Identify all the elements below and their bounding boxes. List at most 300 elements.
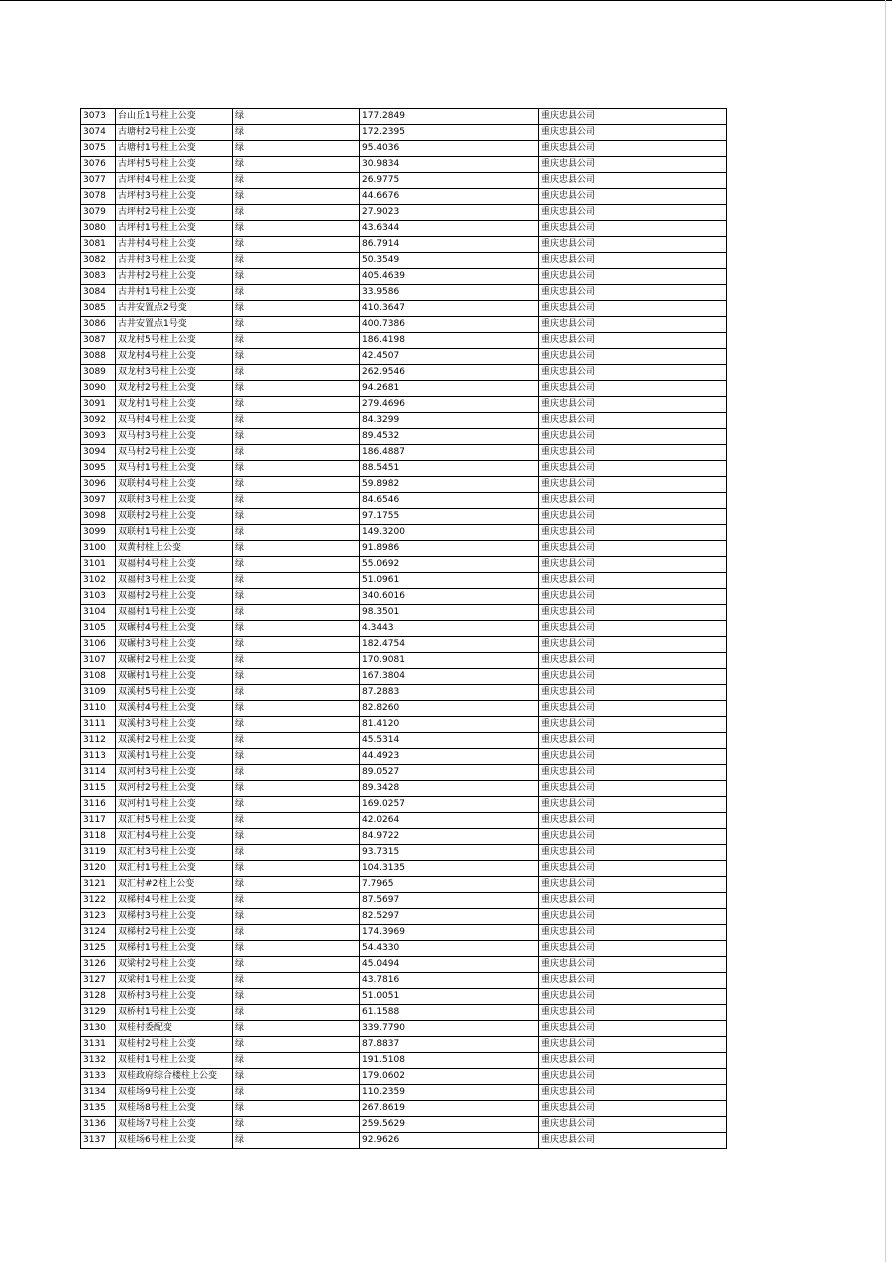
table-row — [81, 573, 727, 589]
row-number-cell: 3106 — [81, 637, 116, 653]
value-cell: 61.1588 — [360, 1005, 539, 1021]
rating-cell: 绿 — [233, 109, 360, 125]
company-cell: 重庆忠县公司 — [539, 525, 727, 541]
value-cell: 405.4639 — [360, 269, 539, 285]
value-cell: 149.3200 — [360, 525, 539, 541]
company-cell: 重庆忠县公司 — [539, 285, 727, 301]
value-cell: 259.5629 — [360, 1117, 539, 1133]
row-number-cell: 3115 — [81, 781, 116, 797]
value-cell: 7.7965 — [360, 877, 539, 893]
rating-cell: 绿 — [233, 877, 360, 893]
transformer-name-cell: 双梯村4号柱上公变 — [116, 893, 233, 909]
table-row — [81, 669, 727, 685]
rating-cell: 绿 — [233, 1085, 360, 1101]
row-number-cell: 3082 — [81, 253, 116, 269]
company-cell: 重庆忠县公司 — [539, 669, 727, 685]
transformer-name-cell: 古井村3号柱上公变 — [116, 253, 233, 269]
company-cell: 重庆忠县公司 — [539, 621, 727, 637]
rating-cell: 绿 — [233, 1037, 360, 1053]
table-row — [81, 317, 727, 333]
value-cell: 44.6676 — [360, 189, 539, 205]
rating-cell: 绿 — [233, 221, 360, 237]
table-row — [81, 1005, 727, 1021]
value-cell: 27.9023 — [360, 205, 539, 221]
row-number-cell: 3087 — [81, 333, 116, 349]
company-cell: 重庆忠县公司 — [539, 1069, 727, 1085]
value-cell: 51.0051 — [360, 989, 539, 1005]
company-cell: 重庆忠县公司 — [539, 445, 727, 461]
rating-cell: 绿 — [233, 317, 360, 333]
transformer-name-cell: 古塘村2号柱上公变 — [116, 125, 233, 141]
transformer-name-cell: 双福村2号柱上公变 — [116, 589, 233, 605]
rating-cell: 绿 — [233, 445, 360, 461]
company-cell: 重庆忠县公司 — [539, 1101, 727, 1117]
row-number-cell: 3121 — [81, 877, 116, 893]
rating-cell: 绿 — [233, 653, 360, 669]
company-cell: 重庆忠县公司 — [539, 1005, 727, 1021]
value-cell: 42.0264 — [360, 813, 539, 829]
transformer-name-cell: 古坪村2号柱上公变 — [116, 205, 233, 221]
transformer-name-cell: 双溪村4号柱上公变 — [116, 701, 233, 717]
value-cell: 179.0602 — [360, 1069, 539, 1085]
value-cell: 84.6546 — [360, 493, 539, 509]
row-number-cell: 3091 — [81, 397, 116, 413]
value-cell: 172.2395 — [360, 125, 539, 141]
rating-cell: 绿 — [233, 1133, 360, 1149]
table-row — [81, 845, 727, 861]
company-cell: 重庆忠县公司 — [539, 925, 727, 941]
row-number-cell: 3127 — [81, 973, 116, 989]
transformer-name-cell: 双联村2号柱上公变 — [116, 509, 233, 525]
table-row — [81, 509, 727, 525]
table-row — [81, 589, 727, 605]
rating-cell: 绿 — [233, 909, 360, 925]
table-row — [81, 429, 727, 445]
value-cell: 82.5297 — [360, 909, 539, 925]
value-cell: 84.9722 — [360, 829, 539, 845]
company-cell: 重庆忠县公司 — [539, 301, 727, 317]
transformer-name-cell: 双龙村1号柱上公变 — [116, 397, 233, 413]
company-cell: 重庆忠县公司 — [539, 781, 727, 797]
rating-cell: 绿 — [233, 733, 360, 749]
value-cell: 110.2359 — [360, 1085, 539, 1101]
row-number-cell: 3122 — [81, 893, 116, 909]
transformer-name-cell: 双马村1号柱上公变 — [116, 461, 233, 477]
transformer-name-cell: 双梯村2号柱上公变 — [116, 925, 233, 941]
value-cell: 91.8986 — [360, 541, 539, 557]
table-row — [81, 781, 727, 797]
table-row — [81, 205, 727, 221]
row-number-cell: 3084 — [81, 285, 116, 301]
company-cell: 重庆忠县公司 — [539, 141, 727, 157]
transformer-name-cell: 双汇村4号柱上公变 — [116, 829, 233, 845]
value-cell: 89.3428 — [360, 781, 539, 797]
value-cell: 43.6344 — [360, 221, 539, 237]
row-number-cell: 3135 — [81, 1101, 116, 1117]
rating-cell: 绿 — [233, 813, 360, 829]
rating-cell: 绿 — [233, 1069, 360, 1085]
row-number-cell: 3131 — [81, 1037, 116, 1053]
table-row — [81, 493, 727, 509]
table-row — [81, 349, 727, 365]
transformer-name-cell: 双碾村4号柱上公变 — [116, 621, 233, 637]
rating-cell: 绿 — [233, 1101, 360, 1117]
company-cell: 重庆忠县公司 — [539, 653, 727, 669]
value-cell: 44.4923 — [360, 749, 539, 765]
transformer-name-cell: 双桂场8号柱上公变 — [116, 1101, 233, 1117]
table-row — [81, 701, 727, 717]
table-row — [81, 1133, 727, 1149]
rating-cell: 绿 — [233, 861, 360, 877]
value-cell: 267.8619 — [360, 1101, 539, 1117]
value-cell: 186.4887 — [360, 445, 539, 461]
table-row — [81, 637, 727, 653]
company-cell: 重庆忠县公司 — [539, 557, 727, 573]
value-cell: 262.9546 — [360, 365, 539, 381]
value-cell: 339.7790 — [360, 1021, 539, 1037]
value-cell: 93.7315 — [360, 845, 539, 861]
value-cell: 191.5108 — [360, 1053, 539, 1069]
row-number-cell: 3117 — [81, 813, 116, 829]
rating-cell: 绿 — [233, 397, 360, 413]
company-cell: 重庆忠县公司 — [539, 317, 727, 333]
rating-cell: 绿 — [233, 637, 360, 653]
transformer-name-cell: 双溪村1号柱上公变 — [116, 749, 233, 765]
company-cell: 重庆忠县公司 — [539, 461, 727, 477]
transformer-name-cell: 双溪村5号柱上公变 — [116, 685, 233, 701]
table-row — [81, 749, 727, 765]
table-row — [81, 221, 727, 237]
row-number-cell: 3099 — [81, 525, 116, 541]
row-number-cell: 3104 — [81, 605, 116, 621]
transformer-name-cell: 双溪村2号柱上公变 — [116, 733, 233, 749]
company-cell: 重庆忠县公司 — [539, 829, 727, 845]
transformer-name-cell: 双桂村委配变 — [116, 1021, 233, 1037]
company-cell: 重庆忠县公司 — [539, 957, 727, 973]
table-row — [81, 605, 727, 621]
value-cell: 43.7816 — [360, 973, 539, 989]
table-row — [81, 477, 727, 493]
rating-cell: 绿 — [233, 557, 360, 573]
rating-cell: 绿 — [233, 157, 360, 173]
row-number-cell: 3112 — [81, 733, 116, 749]
table-row — [81, 1021, 727, 1037]
transformer-name-cell: 双马村3号柱上公变 — [116, 429, 233, 445]
value-cell: 400.7386 — [360, 317, 539, 333]
company-cell: 重庆忠县公司 — [539, 877, 727, 893]
row-number-cell: 3108 — [81, 669, 116, 685]
row-number-cell: 3113 — [81, 749, 116, 765]
transformer-name-cell: 古井村2号柱上公变 — [116, 269, 233, 285]
table-row — [81, 157, 727, 173]
value-cell: 410.3647 — [360, 301, 539, 317]
table-row — [81, 957, 727, 973]
company-cell: 重庆忠县公司 — [539, 765, 727, 781]
transformer-name-cell: 双碾村3号柱上公变 — [116, 637, 233, 653]
transformer-name-cell: 双马村2号柱上公变 — [116, 445, 233, 461]
table-row — [81, 893, 727, 909]
company-cell: 重庆忠县公司 — [539, 493, 727, 509]
transformer-name-cell: 双碾村2号柱上公变 — [116, 653, 233, 669]
rating-cell: 绿 — [233, 1005, 360, 1021]
table-row — [81, 1101, 727, 1117]
table-row — [81, 125, 727, 141]
rating-cell: 绿 — [233, 301, 360, 317]
table-row — [81, 877, 727, 893]
rating-cell: 绿 — [233, 973, 360, 989]
transformer-name-cell: 双龙村4号柱上公变 — [116, 349, 233, 365]
row-number-cell: 3126 — [81, 957, 116, 973]
transformer-name-cell: 双桥村3号柱上公变 — [116, 989, 233, 1005]
table-row — [81, 1037, 727, 1053]
transformer-name-cell: 双马村4号柱上公变 — [116, 413, 233, 429]
company-cell: 重庆忠县公司 — [539, 941, 727, 957]
company-cell: 重庆忠县公司 — [539, 861, 727, 877]
company-cell: 重庆忠县公司 — [539, 333, 727, 349]
transformer-name-cell: 双福村4号柱上公变 — [116, 557, 233, 573]
rating-cell: 绿 — [233, 381, 360, 397]
company-cell: 重庆忠县公司 — [539, 509, 727, 525]
value-cell: 104.3135 — [360, 861, 539, 877]
row-number-cell: 3130 — [81, 1021, 116, 1037]
table-row — [81, 765, 727, 781]
company-cell: 重庆忠县公司 — [539, 173, 727, 189]
table-row — [81, 1053, 727, 1069]
rating-cell: 绿 — [233, 573, 360, 589]
table-row — [81, 829, 727, 845]
rating-cell: 绿 — [233, 621, 360, 637]
table-row — [81, 1069, 727, 1085]
company-cell: 重庆忠县公司 — [539, 1133, 727, 1149]
value-cell: 87.2883 — [360, 685, 539, 701]
transformer-name-cell: 古井村1号柱上公变 — [116, 285, 233, 301]
transformer-name-cell: 双桂村1号柱上公变 — [116, 1053, 233, 1069]
table-row — [81, 797, 727, 813]
row-number-cell: 3125 — [81, 941, 116, 957]
row-number-cell: 3092 — [81, 413, 116, 429]
row-number-cell: 3100 — [81, 541, 116, 557]
rating-cell: 绿 — [233, 749, 360, 765]
row-number-cell: 3079 — [81, 205, 116, 221]
row-number-cell: 3129 — [81, 1005, 116, 1021]
row-number-cell: 3116 — [81, 797, 116, 813]
value-cell: 95.4036 — [360, 141, 539, 157]
rating-cell: 绿 — [233, 1117, 360, 1133]
value-cell: 50.3549 — [360, 253, 539, 269]
rating-cell: 绿 — [233, 1053, 360, 1069]
table-row — [81, 301, 727, 317]
transformer-name-cell: 双梯村1号柱上公变 — [116, 941, 233, 957]
table-row — [81, 365, 727, 381]
table-row — [81, 269, 727, 285]
transformer-table — [80, 108, 727, 1149]
row-number-cell: 3111 — [81, 717, 116, 733]
table-row — [81, 989, 727, 1005]
company-cell: 重庆忠县公司 — [539, 365, 727, 381]
value-cell: 42.4507 — [360, 349, 539, 365]
transformer-name-cell: 双联村1号柱上公变 — [116, 525, 233, 541]
table-row — [81, 141, 727, 157]
transformer-name-cell: 台山丘1号柱上公变 — [116, 109, 233, 125]
row-number-cell: 3085 — [81, 301, 116, 317]
company-cell: 重庆忠县公司 — [539, 701, 727, 717]
row-number-cell: 3134 — [81, 1085, 116, 1101]
table-row — [81, 285, 727, 301]
rating-cell: 绿 — [233, 1021, 360, 1037]
row-number-cell: 3097 — [81, 493, 116, 509]
row-number-cell: 3073 — [81, 109, 116, 125]
company-cell: 重庆忠县公司 — [539, 589, 727, 605]
value-cell: 45.0494 — [360, 957, 539, 973]
row-number-cell: 3089 — [81, 365, 116, 381]
transformer-name-cell: 双龙村5号柱上公变 — [116, 333, 233, 349]
rating-cell: 绿 — [233, 173, 360, 189]
value-cell: 94.2681 — [360, 381, 539, 397]
table-row — [81, 653, 727, 669]
rating-cell: 绿 — [233, 893, 360, 909]
company-cell: 重庆忠县公司 — [539, 189, 727, 205]
value-cell: 59.8982 — [360, 477, 539, 493]
transformer-name-cell: 双汇村1号柱上公变 — [116, 861, 233, 877]
value-cell: 33.9586 — [360, 285, 539, 301]
rating-cell: 绿 — [233, 829, 360, 845]
company-cell: 重庆忠县公司 — [539, 845, 727, 861]
rating-cell: 绿 — [233, 269, 360, 285]
row-number-cell: 3136 — [81, 1117, 116, 1133]
table-row — [81, 861, 727, 877]
company-cell: 重庆忠县公司 — [539, 429, 727, 445]
value-cell: 92.9626 — [360, 1133, 539, 1149]
transformer-name-cell: 古井村4号柱上公变 — [116, 237, 233, 253]
company-cell: 重庆忠县公司 — [539, 893, 727, 909]
company-cell: 重庆忠县公司 — [539, 221, 727, 237]
table-row — [81, 925, 727, 941]
table-row — [81, 541, 727, 557]
company-cell: 重庆忠县公司 — [539, 989, 727, 1005]
company-cell: 重庆忠县公司 — [539, 349, 727, 365]
transformer-name-cell: 双汇村5号柱上公变 — [116, 813, 233, 829]
transformer-name-cell: 古坪村4号柱上公变 — [116, 173, 233, 189]
table-body — [81, 109, 727, 1149]
value-cell: 87.8837 — [360, 1037, 539, 1053]
company-cell: 重庆忠县公司 — [539, 157, 727, 173]
rating-cell: 绿 — [233, 365, 360, 381]
row-number-cell: 3124 — [81, 925, 116, 941]
rating-cell: 绿 — [233, 525, 360, 541]
value-cell: 81.4120 — [360, 717, 539, 733]
table-row — [81, 461, 727, 477]
table-row — [81, 621, 727, 637]
company-cell: 重庆忠县公司 — [539, 749, 727, 765]
row-number-cell: 3137 — [81, 1133, 116, 1149]
value-cell: 30.9834 — [360, 157, 539, 173]
row-number-cell: 3083 — [81, 269, 116, 285]
value-cell: 45.5314 — [360, 733, 539, 749]
value-cell: 97.1755 — [360, 509, 539, 525]
table-row — [81, 173, 727, 189]
company-cell: 重庆忠县公司 — [539, 269, 727, 285]
table-row — [81, 253, 727, 269]
table-row — [81, 413, 727, 429]
row-number-cell: 3101 — [81, 557, 116, 573]
transformer-name-cell: 双联村4号柱上公变 — [116, 477, 233, 493]
company-cell: 重庆忠县公司 — [539, 541, 727, 557]
row-number-cell: 3132 — [81, 1053, 116, 1069]
row-number-cell: 3107 — [81, 653, 116, 669]
row-number-cell: 3096 — [81, 477, 116, 493]
rating-cell: 绿 — [233, 941, 360, 957]
table-row — [81, 909, 727, 925]
rating-cell: 绿 — [233, 285, 360, 301]
row-number-cell: 3090 — [81, 381, 116, 397]
value-cell: 177.2849 — [360, 109, 539, 125]
row-number-cell: 3081 — [81, 237, 116, 253]
value-cell: 340.6016 — [360, 589, 539, 605]
company-cell: 重庆忠县公司 — [539, 1037, 727, 1053]
transformer-name-cell: 双汇村3号柱上公变 — [116, 845, 233, 861]
transformer-name-cell: 双龙村2号柱上公变 — [116, 381, 233, 397]
row-number-cell: 3119 — [81, 845, 116, 861]
row-number-cell: 3120 — [81, 861, 116, 877]
transformer-name-cell: 双河村3号柱上公变 — [116, 765, 233, 781]
transformer-name-cell: 古坪村3号柱上公变 — [116, 189, 233, 205]
transformer-name-cell: 双汇村#2柱上公变 — [116, 877, 233, 893]
rating-cell: 绿 — [233, 189, 360, 205]
table-row — [81, 109, 727, 125]
value-cell: 169.0257 — [360, 797, 539, 813]
page-right-edge — [885, 0, 886, 1262]
transformer-name-cell: 双桂政府综合楼柱上公变 — [116, 1069, 233, 1085]
rating-cell: 绿 — [233, 461, 360, 477]
table-row — [81, 717, 727, 733]
row-number-cell: 3076 — [81, 157, 116, 173]
row-number-cell: 3103 — [81, 589, 116, 605]
row-number-cell: 3110 — [81, 701, 116, 717]
transformer-name-cell: 双桂村2号柱上公变 — [116, 1037, 233, 1053]
row-number-cell: 3123 — [81, 909, 116, 925]
company-cell: 重庆忠县公司 — [539, 1021, 727, 1037]
transformer-name-cell: 双梯村3号柱上公变 — [116, 909, 233, 925]
company-cell: 重庆忠县公司 — [539, 973, 727, 989]
rating-cell: 绿 — [233, 701, 360, 717]
rating-cell: 绿 — [233, 349, 360, 365]
row-number-cell: 3078 — [81, 189, 116, 205]
rating-cell: 绿 — [233, 669, 360, 685]
page-top-border — [0, 0, 892, 1]
row-number-cell: 3133 — [81, 1069, 116, 1085]
rating-cell: 绿 — [233, 925, 360, 941]
value-cell: 51.0961 — [360, 573, 539, 589]
row-number-cell: 3109 — [81, 685, 116, 701]
transformer-name-cell: 双溪村3号柱上公变 — [116, 717, 233, 733]
transformer-name-cell: 双桥村1号柱上公变 — [116, 1005, 233, 1021]
transformer-name-cell: 双河村2号柱上公变 — [116, 781, 233, 797]
row-number-cell: 3095 — [81, 461, 116, 477]
value-cell: 55.0692 — [360, 557, 539, 573]
rating-cell: 绿 — [233, 541, 360, 557]
rating-cell: 绿 — [233, 957, 360, 973]
transformer-name-cell: 古塘村1号柱上公变 — [116, 141, 233, 157]
value-cell: 87.5697 — [360, 893, 539, 909]
company-cell: 重庆忠县公司 — [539, 573, 727, 589]
row-number-cell: 3098 — [81, 509, 116, 525]
value-cell: 82.8260 — [360, 701, 539, 717]
rating-cell: 绿 — [233, 253, 360, 269]
value-cell: 54.4330 — [360, 941, 539, 957]
transformer-name-cell: 双碾村1号柱上公变 — [116, 669, 233, 685]
row-number-cell: 3105 — [81, 621, 116, 637]
transformer-name-cell: 古坪村5号柱上公变 — [116, 157, 233, 173]
